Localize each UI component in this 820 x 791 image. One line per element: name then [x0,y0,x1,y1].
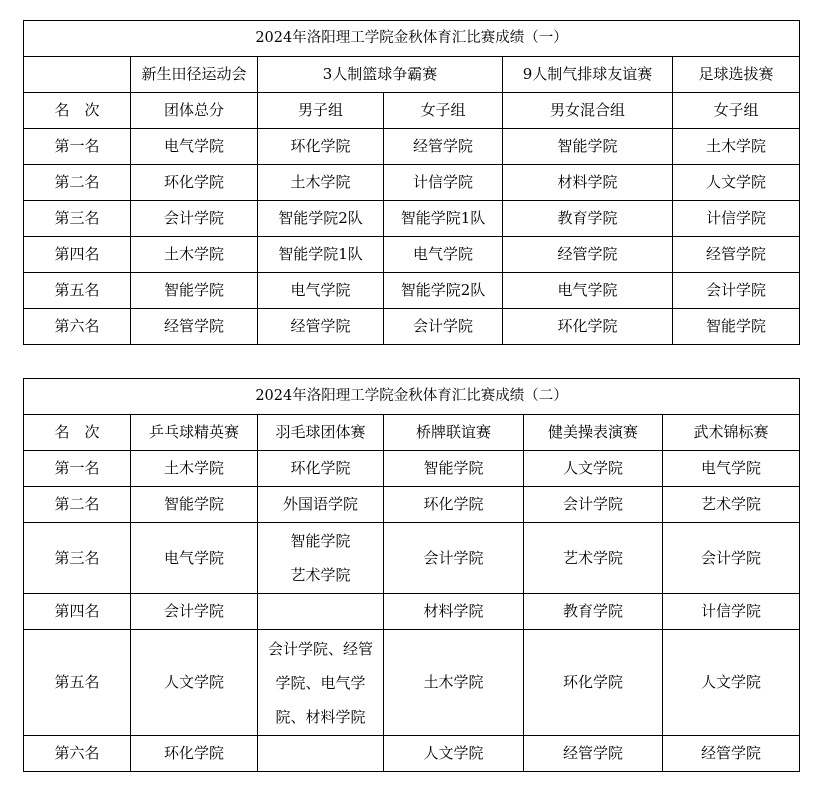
result-cell: 艺术学院 [663,487,800,523]
result-cell: 教育学院 [524,594,663,630]
result-cell: 智能学院1队 [258,237,384,273]
result-cell: 人文学院 [524,451,663,487]
rank-cell: 第四名 [24,237,131,273]
result-line: 学院、电气学 [275,673,366,692]
result-cell: 经管学院 [384,129,503,165]
table-row [24,309,800,345]
rank-cell: 第二名 [24,165,131,201]
result-cell: 环化学院 [131,165,258,201]
group-header: 女子组 [384,93,503,129]
result-cell: 环化学院 [503,309,673,345]
rank-cell: 第二名 [24,487,131,523]
result-cell: 智能学院 [673,309,800,345]
result-line: 会计学院、经管 [267,639,373,658]
rank-cell: 第五名 [24,630,131,736]
result-cell: 智能学院2队 [258,201,384,237]
rank-cell: 第五名 [24,273,131,309]
result-line: 院、材料学院 [275,707,366,726]
result-cell: 经管学院 [258,309,384,345]
table-row [24,451,800,487]
result-cell: 智能学院 [503,129,673,165]
rank-cell: 第一名 [24,129,131,165]
table-row [24,165,800,201]
result-cell: 会计学院 [384,523,524,594]
result-cell: 会计学院 [131,201,258,237]
event-header: 武术锦标赛 [663,415,800,451]
table-row [24,523,800,594]
result-cell [258,594,384,630]
result-cell: 电气学院 [503,273,673,309]
table-2-body [24,451,800,772]
rank-cell: 第六名 [24,736,131,772]
result-cell: 会计学院 [673,273,800,309]
result-cell: 经管学院 [663,736,800,772]
event-header: 羽毛球团体赛 [258,415,384,451]
result-cell: 电气学院 [131,523,258,594]
result-cell: 计信学院 [663,594,800,630]
result-cell: 会计学院 [131,594,258,630]
result-cell: 智能学院 [131,273,258,309]
event-header: 足球选拔赛 [673,57,800,93]
result-cell: 人文学院 [673,165,800,201]
event-header: 桥牌联谊赛 [384,415,524,451]
group-header: 团体总分 [131,93,258,129]
result-cell: 土木学院 [673,129,800,165]
result-cell: 材料学院 [503,165,673,201]
result-cell: 艺术学院 [524,523,663,594]
table-1-title: 2024年洛阳理工学院金秋体育汇比赛成绩（一） [24,21,800,57]
result-cell: 经管学院 [524,736,663,772]
result-cell: 电气学院 [663,451,800,487]
event-header: 乒乓球精英赛 [131,415,258,451]
result-cell [258,736,384,772]
table-row [24,594,800,630]
event-header: 新生田径运动会 [131,57,258,93]
result-cell: 环化学院 [524,630,663,736]
result-cell: 会计学院 [663,523,800,594]
result-cell: 会计学院 [384,309,503,345]
empty-header-cell [24,57,131,93]
result-cell: 环化学院 [384,487,524,523]
results-table-2 [23,378,800,772]
result-cell: 经管学院 [131,309,258,345]
rank-header: 名 次 [24,415,131,451]
table-row [24,736,800,772]
result-cell [258,523,384,594]
rank-cell: 第一名 [24,451,131,487]
result-cell: 土木学院 [258,165,384,201]
group-header: 男子组 [258,93,384,129]
event-header: 3人制篮球争霸赛 [258,57,503,93]
group-header: 男女混合组 [503,93,673,129]
result-cell: 人文学院 [384,736,524,772]
table-row [24,129,800,165]
result-cell: 土木学院 [131,237,258,273]
result-cell: 土木学院 [384,630,524,736]
result-cell: 经管学院 [503,237,673,273]
result-cell: 环化学院 [258,451,384,487]
result-cell: 土木学院 [131,451,258,487]
result-cell: 人文学院 [663,630,800,736]
result-cell: 环化学院 [131,736,258,772]
result-cell: 电气学院 [258,273,384,309]
result-cell: 智能学院 [131,487,258,523]
table-1-body [24,129,800,345]
table-row [24,237,800,273]
table-2-title: 2024年洛阳理工学院金秋体育汇比赛成绩（二） [24,379,800,415]
group-header: 女子组 [673,93,800,129]
rank-header: 名 次 [24,93,131,129]
rank-cell: 第三名 [24,523,131,594]
result-cell: 经管学院 [673,237,800,273]
rank-cell: 第三名 [24,201,131,237]
results-table-1 [23,20,800,345]
event-header: 9人制气排球友谊赛 [503,57,673,93]
table-row [24,273,800,309]
result-cell: 计信学院 [384,165,503,201]
result-line: 艺术学院 [290,566,351,584]
result-cell: 计信学院 [673,201,800,237]
result-cell: 会计学院 [524,487,663,523]
result-cell: 人文学院 [131,630,258,736]
result-cell: 电气学院 [131,129,258,165]
result-cell: 智能学院1队 [384,201,503,237]
result-cell: 智能学院2队 [384,273,503,309]
result-cell [258,630,384,736]
rank-cell: 第六名 [24,309,131,345]
table-row [24,487,800,523]
result-cell: 电气学院 [384,237,503,273]
result-line: 智能学院 [290,532,351,550]
result-cell: 教育学院 [503,201,673,237]
result-cell: 环化学院 [258,129,384,165]
table-row [24,201,800,237]
result-cell: 材料学院 [384,594,524,630]
result-cell: 智能学院 [384,451,524,487]
event-header: 健美操表演赛 [524,415,663,451]
table-row [24,630,800,736]
rank-cell: 第四名 [24,594,131,630]
result-cell: 外国语学院 [258,487,384,523]
